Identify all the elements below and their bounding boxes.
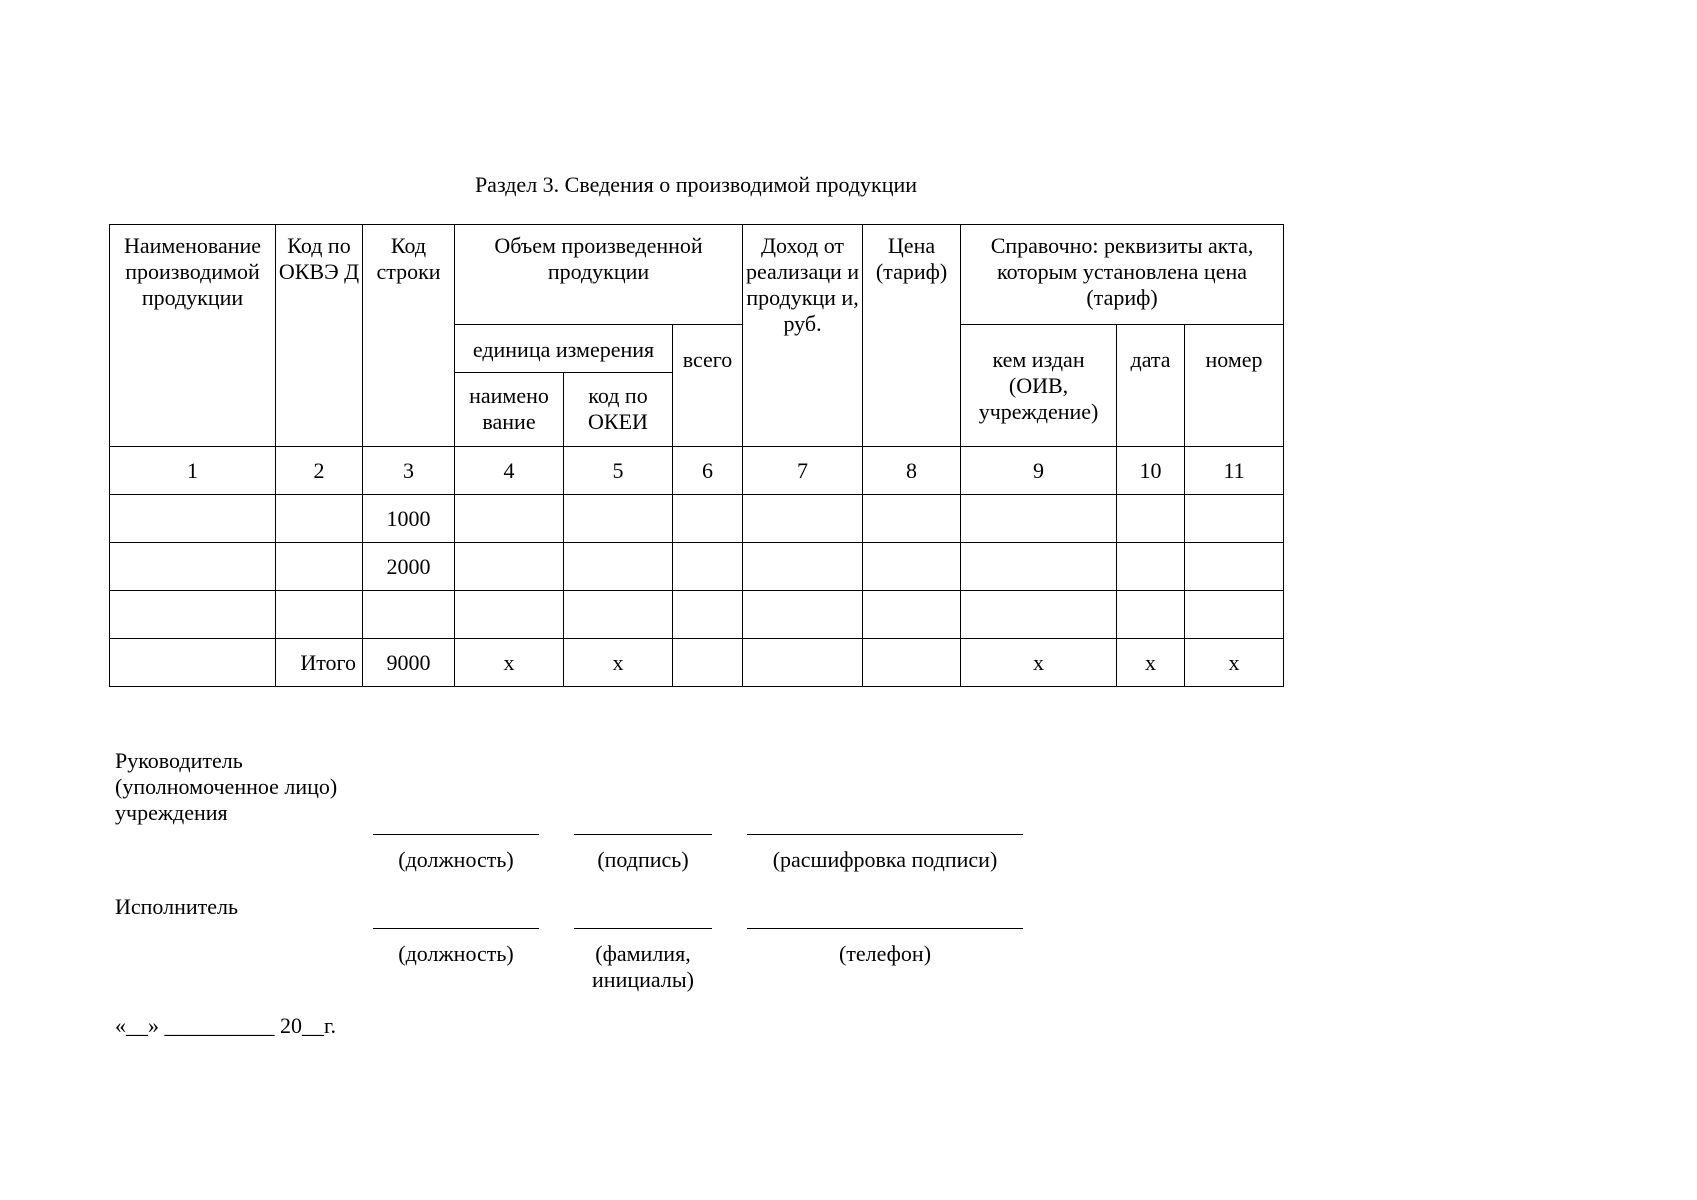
table-cell[interactable]	[455, 495, 564, 543]
table-cell[interactable]	[564, 591, 673, 639]
table-cell[interactable]: 1000	[363, 495, 455, 543]
column-number: 2	[276, 447, 363, 495]
column-number: 5	[564, 447, 673, 495]
table-cell[interactable]	[1117, 495, 1185, 543]
table-cell[interactable]	[863, 591, 961, 639]
table-cell[interactable]	[110, 591, 276, 639]
total-row	[110, 639, 1284, 687]
table-cell[interactable]: 2000	[363, 543, 455, 591]
table-cell[interactable]	[673, 495, 743, 543]
header-row-1	[110, 225, 1284, 325]
header-okei: код по ОКЕИ	[564, 373, 673, 447]
table-cell[interactable]	[743, 591, 863, 639]
column-number-row	[110, 447, 1284, 495]
table-cell[interactable]	[276, 591, 363, 639]
table-cell[interactable]	[276, 495, 363, 543]
header-income: Доход от реализаци и продукци и, руб.	[743, 225, 863, 447]
column-number: 6	[673, 447, 743, 495]
table-cell[interactable]	[743, 495, 863, 543]
head-name-line[interactable]	[747, 834, 1023, 835]
table-cell[interactable]	[363, 591, 455, 639]
total-cell[interactable]	[110, 639, 276, 687]
table-cell[interactable]	[1185, 591, 1284, 639]
table-cell[interactable]	[961, 591, 1117, 639]
column-number: 11	[1185, 447, 1284, 495]
total-cell[interactable]	[863, 639, 961, 687]
executor-label: Исполнитель	[115, 894, 239, 919]
table-row	[110, 543, 1284, 591]
table-cell[interactable]	[1117, 543, 1185, 591]
table-cell[interactable]	[673, 543, 743, 591]
total-cell: 9000	[363, 639, 455, 687]
column-number: 4	[455, 447, 564, 495]
header-date: дата	[1117, 325, 1185, 447]
header-row-code: Код строки	[363, 225, 455, 447]
table-cell[interactable]	[455, 591, 564, 639]
total-cell: x	[455, 639, 564, 687]
head-name-caption: (расшифровка подписи)	[772, 847, 998, 872]
total-label: Итого	[276, 639, 363, 687]
table-cell[interactable]	[1185, 543, 1284, 591]
column-number: 10	[1117, 447, 1185, 495]
table-cell[interactable]	[110, 543, 276, 591]
table-row	[110, 495, 1284, 543]
head-label: Руководитель (уполномоченное лицо) учреждения	[115, 748, 338, 825]
table-row	[110, 591, 1284, 639]
column-number: 8	[863, 447, 961, 495]
column-number: 1	[110, 447, 276, 495]
table-cell[interactable]	[564, 543, 673, 591]
production-table	[109, 224, 1284, 687]
executor-fio-line[interactable]	[574, 928, 712, 929]
header-total: всего	[673, 325, 743, 447]
header-issuer: кем издан (ОИВ, учреждение)	[961, 325, 1117, 447]
header-reference: Справочно: реквизиты акта, которым установлена цена (тариф)	[961, 225, 1284, 325]
head-position-caption: (должность)	[398, 847, 514, 872]
header-unit: единица измерения	[455, 325, 673, 373]
head-signature-line[interactable]	[574, 834, 712, 835]
executor-position-line[interactable]	[373, 928, 539, 929]
header-number: номер	[1185, 325, 1284, 447]
table-cell[interactable]	[961, 495, 1117, 543]
table-cell[interactable]	[863, 495, 961, 543]
table-cell[interactable]	[455, 543, 564, 591]
header-volume: Объем произведенной продукции	[455, 225, 743, 325]
section-title: Раздел 3. Сведения о производимой продукции	[474, 172, 918, 197]
table-cell[interactable]	[110, 495, 276, 543]
header-okved: Код по ОКВЭ Д	[276, 225, 363, 447]
column-number: 3	[363, 447, 455, 495]
total-cell: x	[961, 639, 1117, 687]
total-cell[interactable]	[743, 639, 863, 687]
total-cell: x	[1185, 639, 1284, 687]
date-line[interactable]: «__» __________ 20__г.	[115, 1013, 337, 1038]
column-number: 9	[961, 447, 1117, 495]
executor-fio-caption: (фамилия, инициалы)	[592, 941, 694, 992]
table-cell[interactable]	[743, 543, 863, 591]
table-cell[interactable]	[961, 543, 1117, 591]
table-cell[interactable]	[276, 543, 363, 591]
head-signature-caption: (подпись)	[597, 847, 689, 872]
total-cell: x	[564, 639, 673, 687]
table-cell[interactable]	[1117, 591, 1185, 639]
header-unit-name: наимено вание	[455, 373, 564, 447]
executor-phone-caption: (телефон)	[838, 941, 932, 966]
total-cell: x	[1117, 639, 1185, 687]
table-cell[interactable]	[673, 591, 743, 639]
table-cell[interactable]	[1185, 495, 1284, 543]
header-price: Цена (тариф)	[863, 225, 961, 447]
executor-position-caption: (должность)	[398, 941, 514, 966]
table-cell[interactable]	[564, 495, 673, 543]
header-name: Наименование производимой продукции	[110, 225, 276, 447]
column-number: 7	[743, 447, 863, 495]
table-cell[interactable]	[863, 543, 961, 591]
total-cell[interactable]	[673, 639, 743, 687]
executor-phone-line[interactable]	[747, 928, 1023, 929]
head-position-line[interactable]	[373, 834, 539, 835]
